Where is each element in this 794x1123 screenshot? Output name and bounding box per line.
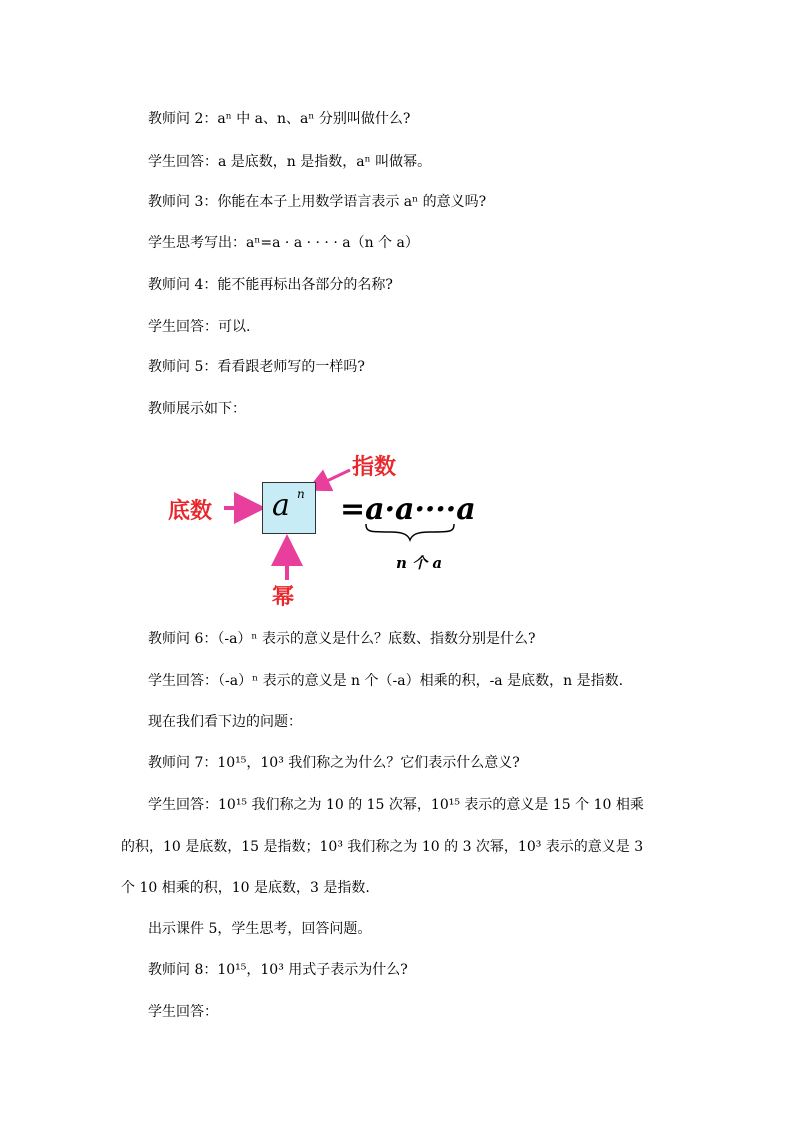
box-base-letter: a	[272, 488, 290, 523]
box-exponent-letter: n	[297, 487, 305, 501]
paragraph-6: 学生回答：可以.	[148, 319, 251, 335]
power-box	[262, 482, 316, 534]
power-notation-figure	[160, 440, 500, 610]
paragraph-13: 学生回答：10¹⁵ 我们称之为 10 的 15 次幂，10¹⁵ 表示的意义是 15 个 10 相乘	[148, 797, 644, 813]
paragraph-18: 学生回答：	[148, 1004, 218, 1020]
paragraph-10: 学生回答：（-a）ⁿ 表示的意义是 n 个（-a）相乘的积，-a 是底数，n 是指数.	[148, 673, 624, 689]
paragraph-16: 出示课件 5，学生思考，回答问题。	[148, 921, 372, 937]
product-expression: =a·a····a	[340, 492, 476, 527]
paragraph-1: 教师问 2：aⁿ 中 a、n、aⁿ 分别叫做什么?	[148, 111, 411, 127]
paragraph-9: 教师问 6：（-a）ⁿ 表示的意义是什么？底数、指数分别是什么?	[148, 631, 536, 647]
paragraph-3: 教师问 3：你能在本子上用数学语言表示 aⁿ 的意义吗?	[148, 194, 487, 210]
paragraph-5: 教师问 4：能不能再标出各部分的名称?	[148, 277, 393, 293]
paragraph-8: 教师展示如下：	[148, 401, 246, 417]
paragraph-2: 学生回答：a 是底数，n 是指数，aⁿ 叫做幂。	[148, 154, 432, 170]
power-label: 幂	[272, 585, 295, 610]
exponent-label: 指数	[352, 455, 397, 480]
paragraph-12: 教师问 7：10¹⁵，10³ 我们称之为什么？它们表示什么意义?	[148, 755, 520, 771]
exponent-arrow	[312, 470, 350, 488]
brace-label: n 个 a	[396, 554, 443, 572]
paragraph-14: 的积，10 是底数，15 是指数；10³ 我们称之为 10 的 3 次幂，10³ 表示的意义是 3	[121, 839, 644, 855]
paragraph-11: 现在我们看下边的问题：	[148, 714, 302, 730]
paragraph-17: 教师问 8：10¹⁵，10³ 用式子表示为什么?	[148, 962, 408, 978]
paragraph-4: 学生思考写出：aⁿ=a · a · · · · a（n 个 a）	[148, 235, 419, 251]
paragraph-7: 教师问 5：看看跟老师写的一样吗?	[148, 359, 365, 375]
base-label: 底数	[168, 499, 213, 524]
paragraph-15: 个 10 相乘的积，10 是底数，3 是指数.	[121, 880, 370, 896]
